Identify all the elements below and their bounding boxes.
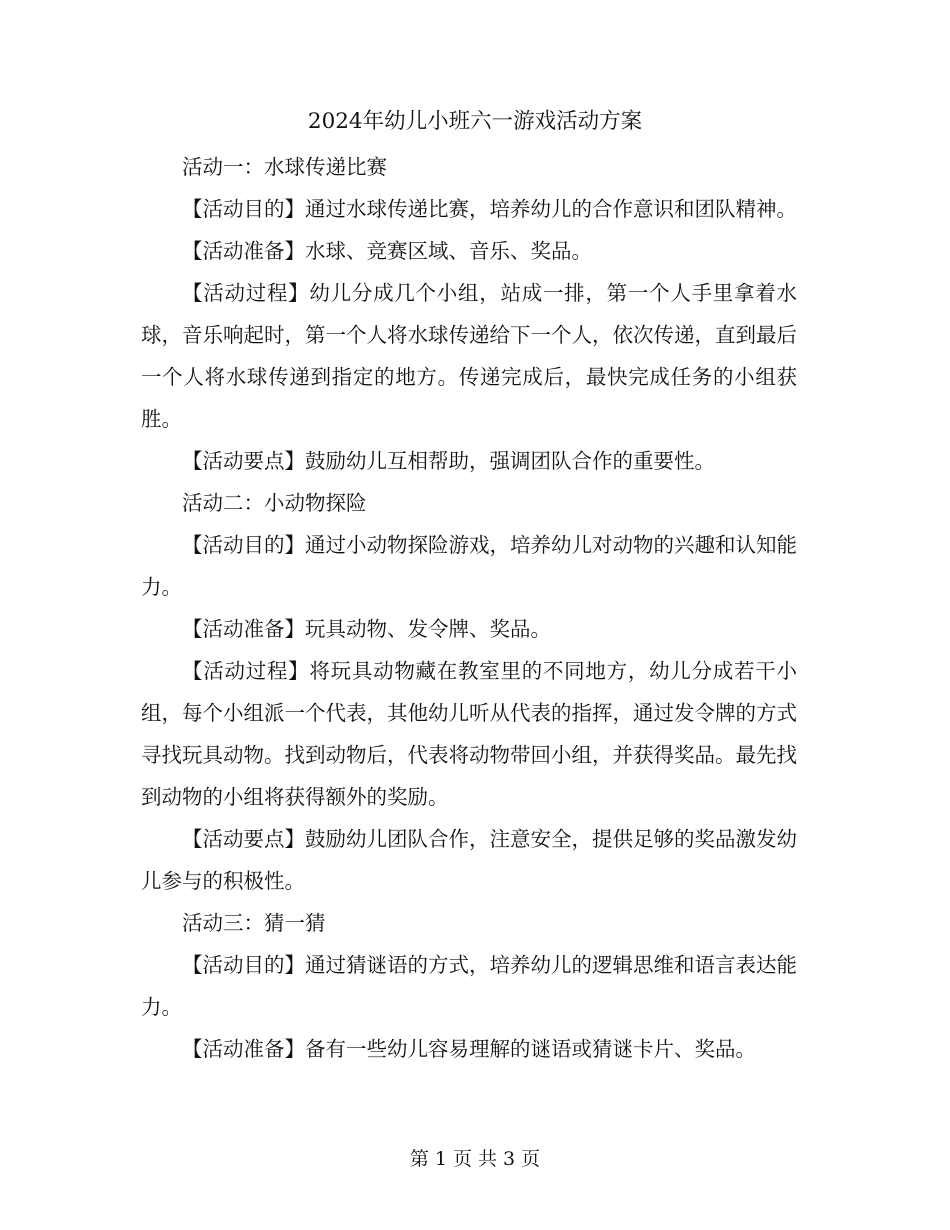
paragraph-preparation-1: 【活动准备】水球、竞赛区域、音乐、奖品。 <box>182 239 592 263</box>
document-body <box>141 146 797 1070</box>
section-heading-1: 活动一：水球传递比赛 <box>182 155 387 179</box>
section-heading-3: 活动三：猜一猜 <box>182 911 326 935</box>
paragraph-keypoints-2: 【活动要点】鼓励幼儿团队合作，注意安全，提供足够的奖品激发幼儿参与的积极性。 <box>141 827 797 893</box>
paragraph-preparation-2: 【活动准备】玩具动物、发令牌、奖品。 <box>182 617 551 641</box>
paragraph-purpose-1: 【活动目的】通过水球传递比赛，培养幼儿的合作意识和团队精神。 <box>182 197 797 221</box>
paragraph-preparation-3: 【活动准备】备有一些幼儿容易理解的谜语或猜谜卡片、奖品。 <box>182 1037 756 1061</box>
paragraph-purpose-2: 【活动目的】通过小动物探险游戏，培养幼儿对动物的兴趣和认知能力。 <box>141 533 797 599</box>
section-heading-2: 活动二：小动物探险 <box>182 491 367 515</box>
page-footer: 第 1 页 共 3 页 <box>409 1148 541 1170</box>
paragraph-process-1: 【活动过程】幼儿分成几个小组，站成一排，第一个人手里拿着水球，音乐响起时，第一个人将水球传递给下一个人，依次传递，直到最后一个人将水球传递到指定的地方。传递完成后，最快完成任务的小组获胜。 <box>141 281 797 431</box>
paragraph-process-2: 【活动过程】将玩具动物藏在教室里的不同地方，幼儿分成若干小组，每个小组派一个代表，其他幼儿听从代表的指挥，通过发令牌的方式寻找玩具动物。找到动物后，代表将动物带回小组，并获得奖品。最先找到动物的小组将获得额外的奖励。 <box>141 659 797 809</box>
page-title: 2024年幼儿小班六一游戏活动方案 <box>307 109 643 134</box>
paragraph-purpose-3: 【活动目的】通过猜谜语的方式，培养幼儿的逻辑思维和语言表达能力。 <box>141 953 797 1019</box>
paragraph-keypoints-1: 【活动要点】鼓励幼儿互相帮助，强调团队合作的重要性。 <box>182 449 715 473</box>
